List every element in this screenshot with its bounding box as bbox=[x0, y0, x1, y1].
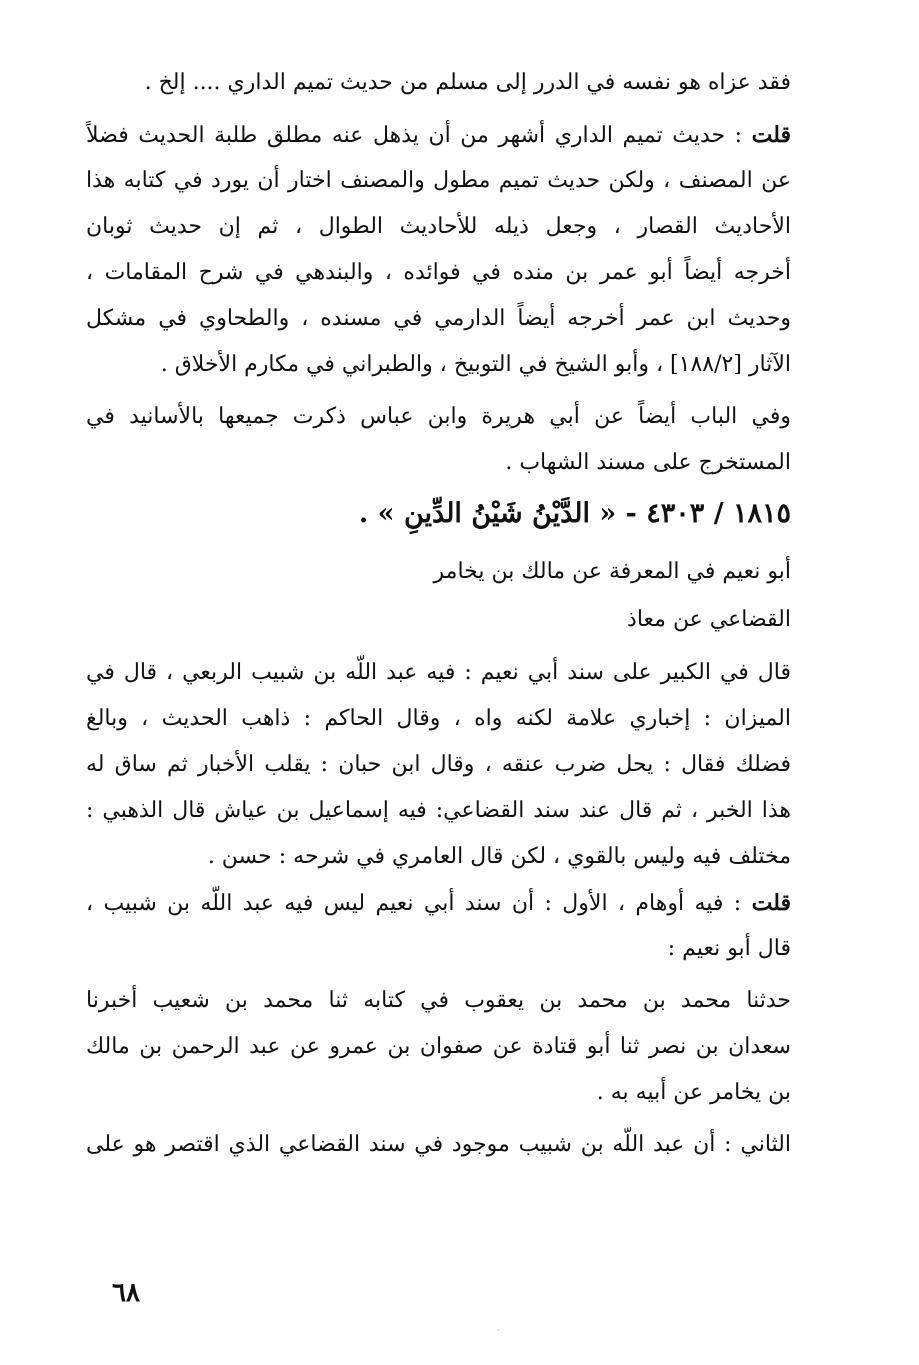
text-segment: : فيه أوهام ، الأول : أن سند أبي نعيم ليس فيه عبد اللّه بن شبيب ، bbox=[86, 891, 752, 916]
scan-speck: · bbox=[497, 1326, 500, 1335]
text-line: هذا الخبر ، ثم قال عند سند القضاعي: فيه إسماعيل بن عياش قال الذهبي : bbox=[86, 798, 791, 823]
page-number: ٦٨ bbox=[112, 1278, 140, 1308]
text-line: الأحاديث القصار ، وجعل ذيله للأحاديث الطوال ، ثم إن حديث ثوبان bbox=[86, 214, 791, 239]
text-line bbox=[86, 880, 791, 926]
source-line: أبو نعيم في المعرفة عن مالك بن يخامر bbox=[433, 559, 791, 584]
text-line: أخرجه أيضاً أبو عمر بن منده في فوائده ، والبندهي في شرح المقامات ، bbox=[86, 260, 791, 285]
text-line bbox=[86, 112, 791, 158]
text-line: عن المصنف ، ولكن حديث تميم مطول والمصنف اختار أن يورد في كتابه هذا bbox=[86, 168, 791, 193]
text-line: وفي الباب أيضاً عن أبي هريرة وابن عباس ذكرت جميعها بالأسانيد في bbox=[86, 404, 791, 429]
text-line: قال في الكبير على سند أبي نعيم : فيه عبد اللّه بن شبيب الربعي ، قال في bbox=[86, 660, 791, 685]
text-line: بن يخامر عن أبيه به . bbox=[596, 1080, 791, 1105]
text-line: وحديث ابن عمر أخرجه أيضاً الدارمي في مسنده ، والطحاوي في مشكل bbox=[86, 306, 791, 331]
text-line: الثاني : أن عبد اللّه بن شبيب موجود في سند القضاعي الذي اقتصر هو على bbox=[86, 1132, 791, 1157]
text-segment: : حديث تميم الداري أشهر من أن يذهل عنه مطلق طلبة الحديث فضلاً bbox=[86, 123, 752, 148]
text-line: سعدان بن نصر ثنا أبو قتادة عن صفوان بن عمرو عن عبد الرحمن بن مالك bbox=[86, 1034, 791, 1059]
text-line: حدثنا محمد بن محمد بن يعقوب في كتابه ثنا محمد بن شعيب أخبرنا bbox=[86, 988, 791, 1013]
text-line: المستخرج على مسند الشهاب . bbox=[505, 450, 791, 475]
text-line: فضلك فقال : يحل ضرب عنقه ، وقال ابن حبان : يقلب الأخبار ثم ساق له bbox=[86, 752, 791, 777]
qult-label: قلت bbox=[751, 122, 791, 148]
qult-label: قلت bbox=[751, 890, 791, 916]
text-line: قال أبو نعيم : bbox=[667, 936, 791, 961]
text-line: الآثار [١٨٨/٢] ، وأبو الشيخ في التوبيخ ، والطبراني في مكارم الأخلاق . bbox=[160, 352, 791, 377]
text-line: فقد عزاه هو نفسه في الدرر إلى مسلم من حديث تميم الداري .... إلخ . bbox=[144, 70, 791, 95]
hadith-heading: ١٨١٥ / ٤٣٠٣ - « الدَّيْنُ شَيْنُ الدِّينِ » . bbox=[358, 498, 791, 529]
text-line: الميزان : إخباري علامة لكنه واه ، وقال الحاكم : ذاهب الحديث ، وبالغ bbox=[86, 706, 791, 731]
source-line: القضاعي عن معاذ bbox=[627, 607, 791, 632]
text-line: مختلف فيه وليس بالقوي ، لكن قال العامري في شرحه : حسن . bbox=[207, 844, 791, 869]
